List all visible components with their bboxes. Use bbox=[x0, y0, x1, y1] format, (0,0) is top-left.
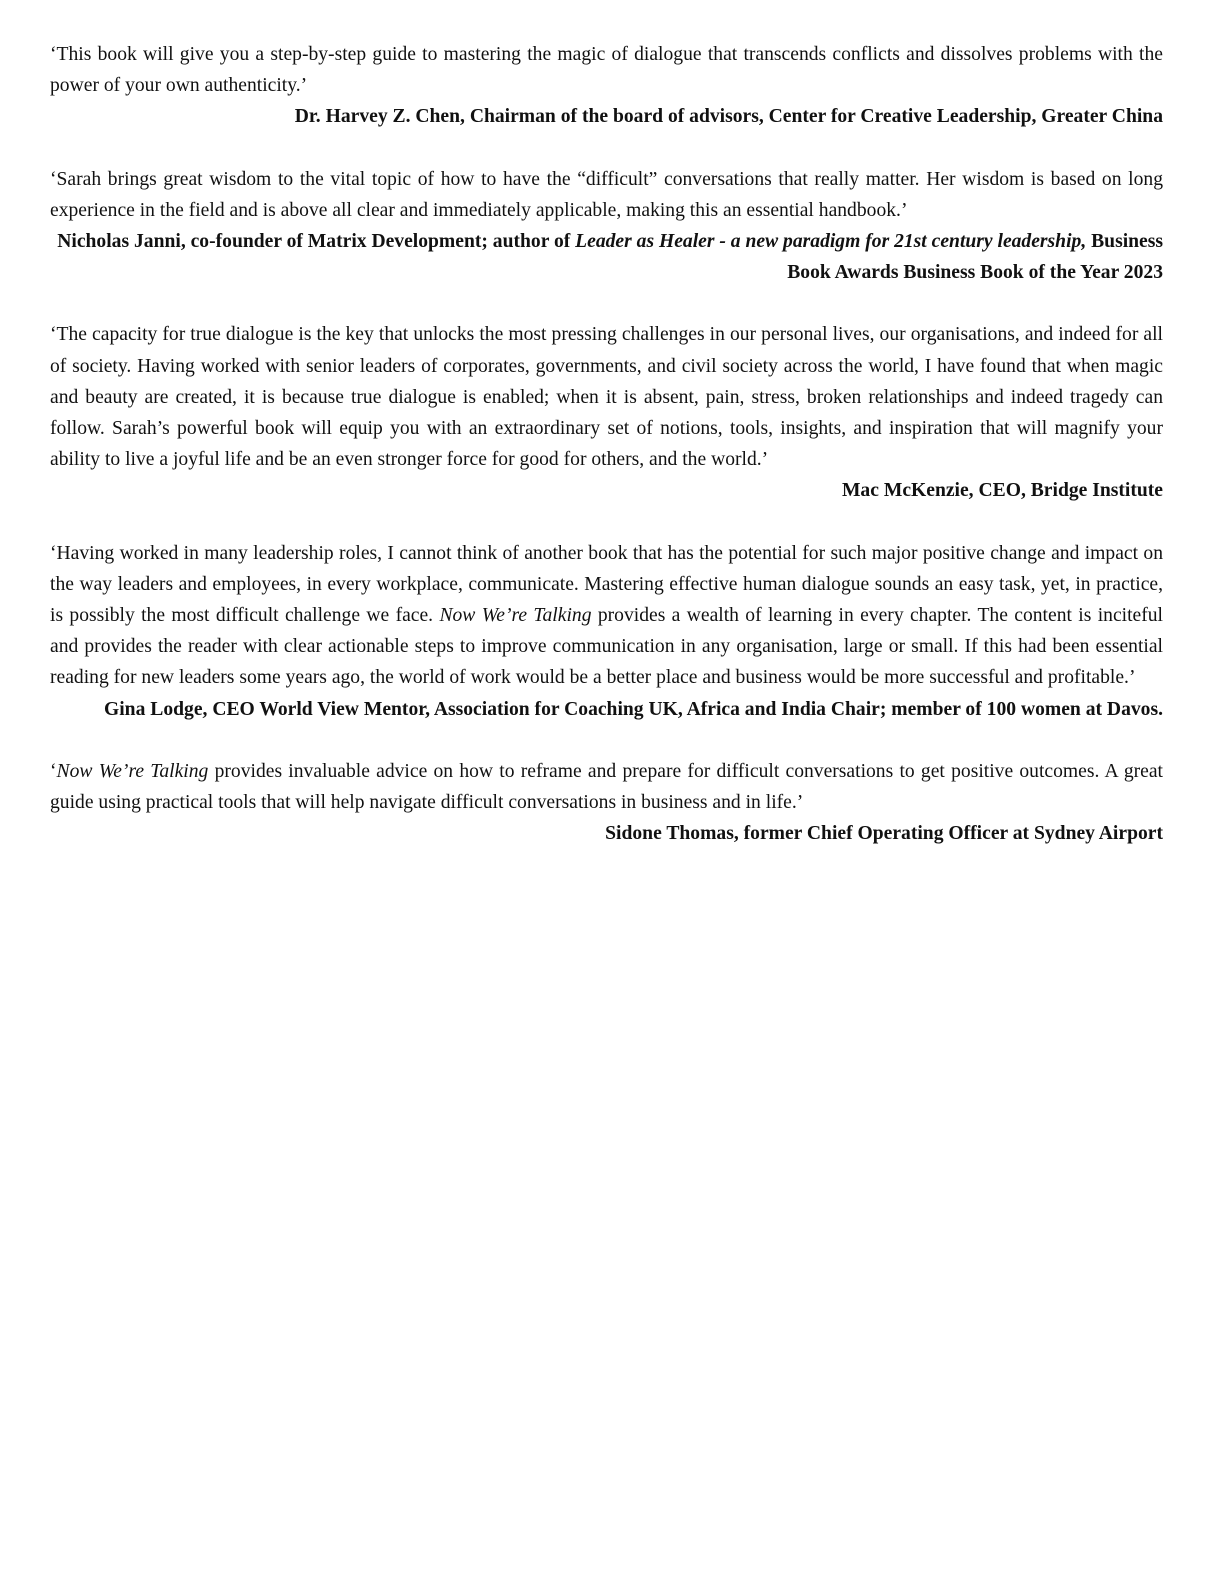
testimonial-attribution: Dr. Harvey Z. Chen, Chairman of the board of advisors, Center for Creative Leadership, Greater China bbox=[294, 106, 1163, 128]
quote-text-end: provides invaluable advice on how to reframe and prepare for difficult conversations to get positive outcomes. A great guide using practical tools that will help navigate difficult conversations in business and in life.’ bbox=[50, 760, 1163, 814]
testimonial-quote bbox=[50, 756, 1163, 818]
testimonial-attribution: Mac McKenzie, CEO, Bridge Institute bbox=[841, 480, 1163, 502]
testimonial-quote: ‘The capacity for true dialogue is the key that unlocks the most pressing challenges in our personal lives, our organisations, and indeed for all of society. Having worked with senior leaders of corporates, governments, and civil society across the world, I have found that when magic and beauty are created, it is because true dialogue is enabled; when it is absent, pain, stress, broken relationships and indeed tragedy can follow. Sarah’s powerful book will equip you with an extraordinary set of notions, tools, insights, and inspiration that will magnify your ability to live a joyful life and be an even stronger force for good for others, and the world.’ bbox=[50, 324, 1163, 471]
quote-text-start: ‘Having worked in many leadership roles, I cannot think of another book that has the potential for such major positive change and impact on the way leaders and employees, in every workplace, communicate. Mastering effective human dialogue sounds an easy task, yet, in practice, is possibly the most difficult challenge we face. bbox=[50, 542, 1163, 627]
quote-text-end: provides a wealth of learning in every chapter. The content is inciteful and provides the reader with clear actionable steps to improve communication in any organisation, large or small. If this had been essential reading for new leaders some years ago, the world of work would be a better place and business would be more successful and profitable.’ bbox=[50, 605, 1163, 689]
testimonial-attribution: Sidone Thomas, former Chief Operating Officer at Sydney Airport bbox=[605, 823, 1163, 845]
attribution-award: Business Book Awards Business Book of the Year 2023 bbox=[787, 231, 1163, 284]
attribution-book-title: Leader as Healer - a new paradigm for 21st century leadership, bbox=[575, 231, 1087, 253]
testimonial-attribution: Gina Lodge, CEO World View Mentor, Association for Coaching UK, Africa and India Chair; member of 100 women at Davos. bbox=[104, 698, 1163, 720]
testimonial-quote: ‘Sarah brings great wisdom to the vital topic of how to have the “difficult” conversations that really matter. Her wisdom is based on long experience in the field and is above all clear and immediately applicable, making this an essential handbook.’ bbox=[50, 168, 1163, 221]
testimonial-quote bbox=[50, 538, 1163, 694]
testimonial-thomas bbox=[50, 756, 1163, 850]
testimonial-attribution bbox=[50, 226, 1163, 288]
testimonial-mckenzie bbox=[50, 319, 1163, 506]
quote-book-title: Now We’re Talking bbox=[56, 760, 209, 782]
testimonial-janni bbox=[50, 164, 1163, 289]
attribution-author: Nicholas Janni, co-founder of Matrix Development; author of bbox=[57, 231, 576, 253]
testimonial-lodge bbox=[50, 538, 1163, 725]
endorsements-page bbox=[50, 39, 1163, 880]
quote-book-title: Now We’re Talking bbox=[439, 605, 592, 627]
quote-open-mark: ‘ bbox=[50, 760, 57, 782]
testimonial-chen bbox=[50, 39, 1163, 133]
testimonial-quote: ‘This book will give you a step-by-step guide to mastering the magic of dialogue that transcends conflicts and dissolves problems with the power of your own authenticity.’ bbox=[50, 44, 1163, 97]
